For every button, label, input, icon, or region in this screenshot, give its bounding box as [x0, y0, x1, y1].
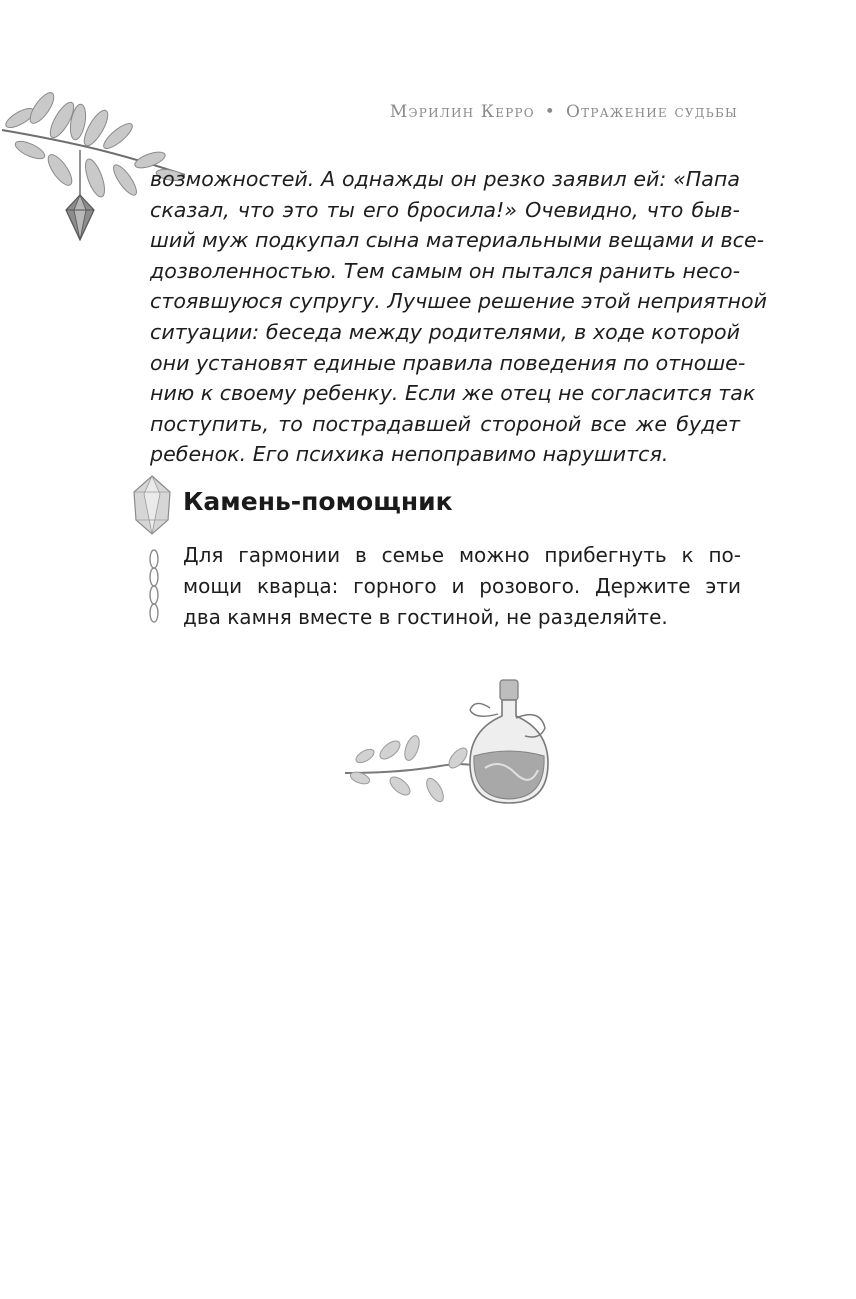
pendant-crystal-icon [66, 195, 94, 240]
body-line: возможностей. А однажды он резко заявил ей: «Папа [150, 167, 740, 191]
running-header [390, 102, 738, 122]
body-paragraph [150, 164, 768, 470]
body-line: поступить, то пострадавшей стороной все же будет [150, 411, 740, 436]
section-title: Камень-помощник [183, 487, 453, 516]
header-separator: • [544, 102, 557, 122]
body-line: стоявшуюся супругу. Лучшее решение этой неприятной [150, 289, 768, 314]
header-author: Мэрилин Керро [389, 102, 535, 122]
body-line: ребенок. Его психика непоправимо нарушится. [150, 442, 669, 467]
body-line: дозволенностью. Тем самым он пытался ранить несо- [150, 258, 740, 283]
body-line: они установят единые правила поведения по отноше- [150, 350, 746, 375]
tip-line: Для гармонии в семье можно прибегнуть к по- [183, 543, 741, 567]
body-line: сказал, что это ты его бросила!» Очевидно, что быв- [150, 197, 740, 222]
crystal-icon [130, 474, 174, 536]
potion-bottle-icon [340, 678, 555, 808]
section-tip-paragraph [183, 540, 741, 633]
tip-line: мощи кварца: горного и розового. Держите эти [183, 574, 741, 598]
chain-divider-icon [146, 549, 162, 623]
header-book-title: Отражение судьбы [566, 102, 738, 122]
body-line: ший муж подкупал сына материальными вещами и все- [150, 228, 765, 253]
tip-line: два камня вместе в гостиной, не разделяйте. [183, 605, 668, 629]
body-line: ситуации: беседа между родителями, в ходе которой [150, 319, 740, 344]
body-line: нию к своему ребенку. Если же отец не согласится так [150, 381, 756, 406]
